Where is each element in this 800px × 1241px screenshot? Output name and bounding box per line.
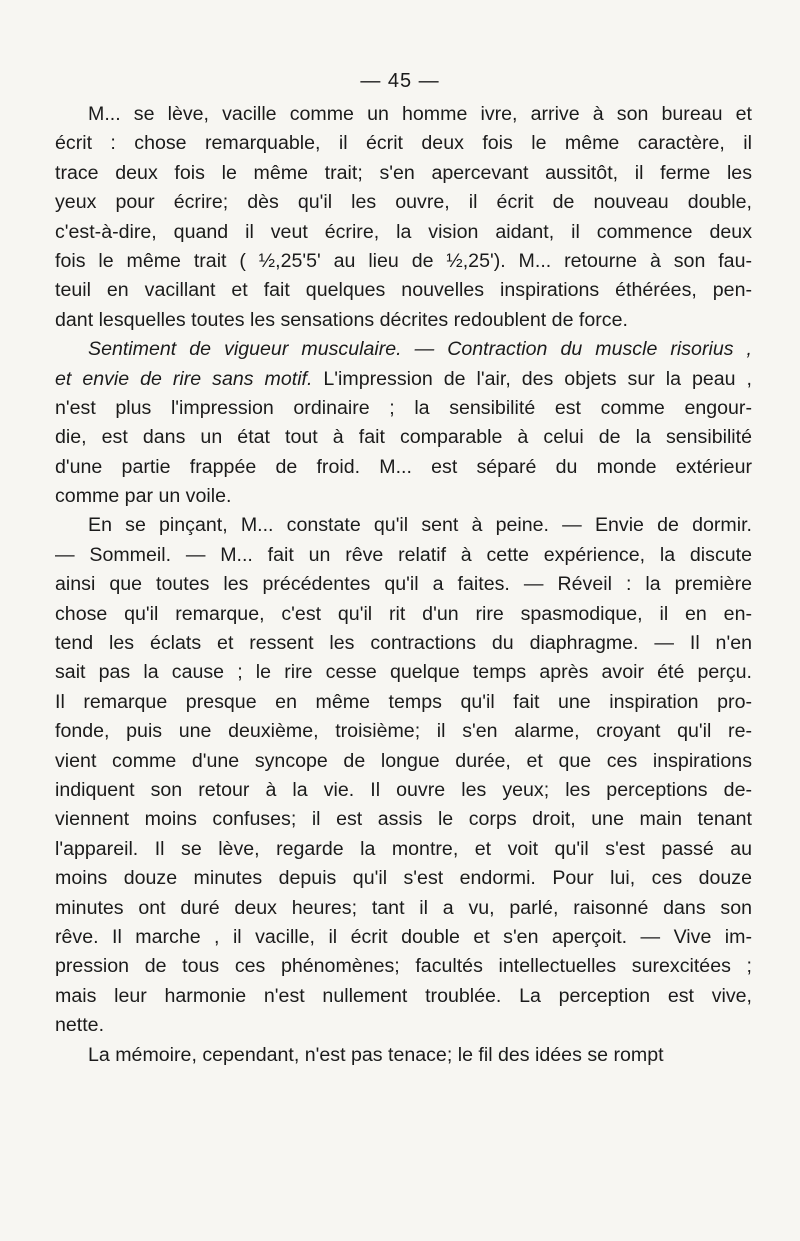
paragraph-2 <box>55 335 752 511</box>
text-line: trace deux fois le même trait; s'en apercevant aussitôt, il ferme les <box>55 161 752 184</box>
text-line: ainsi que toutes les précédentes qu'il a faites. — Réveil : la première <box>55 573 752 596</box>
text-line: Il remarque presque en même temps qu'il fait une inspiration pro- <box>55 690 752 713</box>
text-line: La mémoire, cependant, n'est pas tenace; le fil des idées se rompt <box>88 1043 664 1066</box>
text-line: M... se lève, vacille comme un homme ivre, arrive à son bureau et <box>88 103 752 125</box>
text-line: mais leur harmonie n'est nullement troublée. La perception est vive, <box>55 984 752 1007</box>
text-line: pression de tous ces phénomènes; facultés intellectuelles surexcitées ; <box>55 955 752 978</box>
text-line: yeux pour écrire; dès qu'il les ouvre, il écrit de nouveau double, <box>55 191 752 214</box>
page-number: — 45 — <box>360 70 440 92</box>
text-line <box>55 365 752 394</box>
text-line: die, est dans un état tout à fait comparable à celui de la sensibilité <box>55 426 752 449</box>
paragraph-4 <box>55 1041 752 1070</box>
italic-phrase: et envie de rire sans motif. <box>55 367 313 390</box>
text-line: comme par un voile. <box>55 485 232 508</box>
text-line: dant lesquelles toutes les sensations décrites redoublent de force. <box>55 308 628 331</box>
text-line: — Sommeil. — M... fait un rêve relatif à cette expérience, la discute <box>55 543 752 566</box>
text-line: sait pas la cause ; le rire cesse quelque temps après avoir été perçu. <box>55 661 752 684</box>
roman-phrase: L'impression de l'air, des objets sur la peau , <box>312 367 752 390</box>
paragraph-3 <box>55 511 752 1040</box>
body-text <box>55 100 752 1070</box>
text-line: l'appareil. Il se lève, regarde la montre, et voit qu'il s'est passé au <box>55 837 752 860</box>
text-line: nette. <box>55 1014 105 1037</box>
text-line: d'une partie frappée de froid. M... est séparé du monde extérieur <box>55 455 752 478</box>
text-line: écrit : chose remarquable, il écrit deux fois le même caractère, il <box>55 132 752 155</box>
text-line: En se pinçant, M... constate qu'il sent à peine. — Envie de dormir. <box>88 514 752 537</box>
text-line: viennent moins confuses; il est assis le corps droit, une main tenant <box>55 808 752 831</box>
text-line: tend les éclats et ressent les contractions du diaphragme. — Il n'en <box>55 632 752 655</box>
text-line: vient comme d'une syncope de longue durée, et que ces inspirations <box>55 749 752 772</box>
text-line: rêve. Il marche , il vacille, il écrit double et s'en aperçoit. — Vive im- <box>55 925 752 948</box>
text-line: indiquent son retour à la vie. Il ouvre les yeux; les perceptions de- <box>55 778 752 801</box>
text-line-italic: Sentiment de vigueur musculaire. — Contraction du muscle risorius , <box>88 338 752 361</box>
text-line: c'est-à-dire, quand il veut écrire, la vision aidant, il commence deux <box>55 220 752 243</box>
text-line: chose qu'il remarque, c'est qu'il rit d'un rire spasmodique, il en en- <box>55 602 752 625</box>
text-line: teuil en vacillant et fait quelques nouvelles inspirations éthérées, pen- <box>55 279 752 302</box>
text-line: moins douze minutes depuis qu'il s'est endormi. Pour lui, ces douze <box>55 867 752 890</box>
text-line: minutes ont duré deux heures; tant il a vu, parlé, raisonné dans son <box>55 896 752 919</box>
text-line: fois le même trait ( ½,25'5' au lieu de ½,25'). M... retourne à son fau- <box>55 249 752 272</box>
paragraph-1 <box>55 100 752 335</box>
text-line: fonde, puis une deuxième, troisième; il s'en alarme, croyant qu'il re- <box>55 720 752 743</box>
text-line: n'est plus l'impression ordinaire ; la sensibilité est comme engour- <box>55 396 752 419</box>
